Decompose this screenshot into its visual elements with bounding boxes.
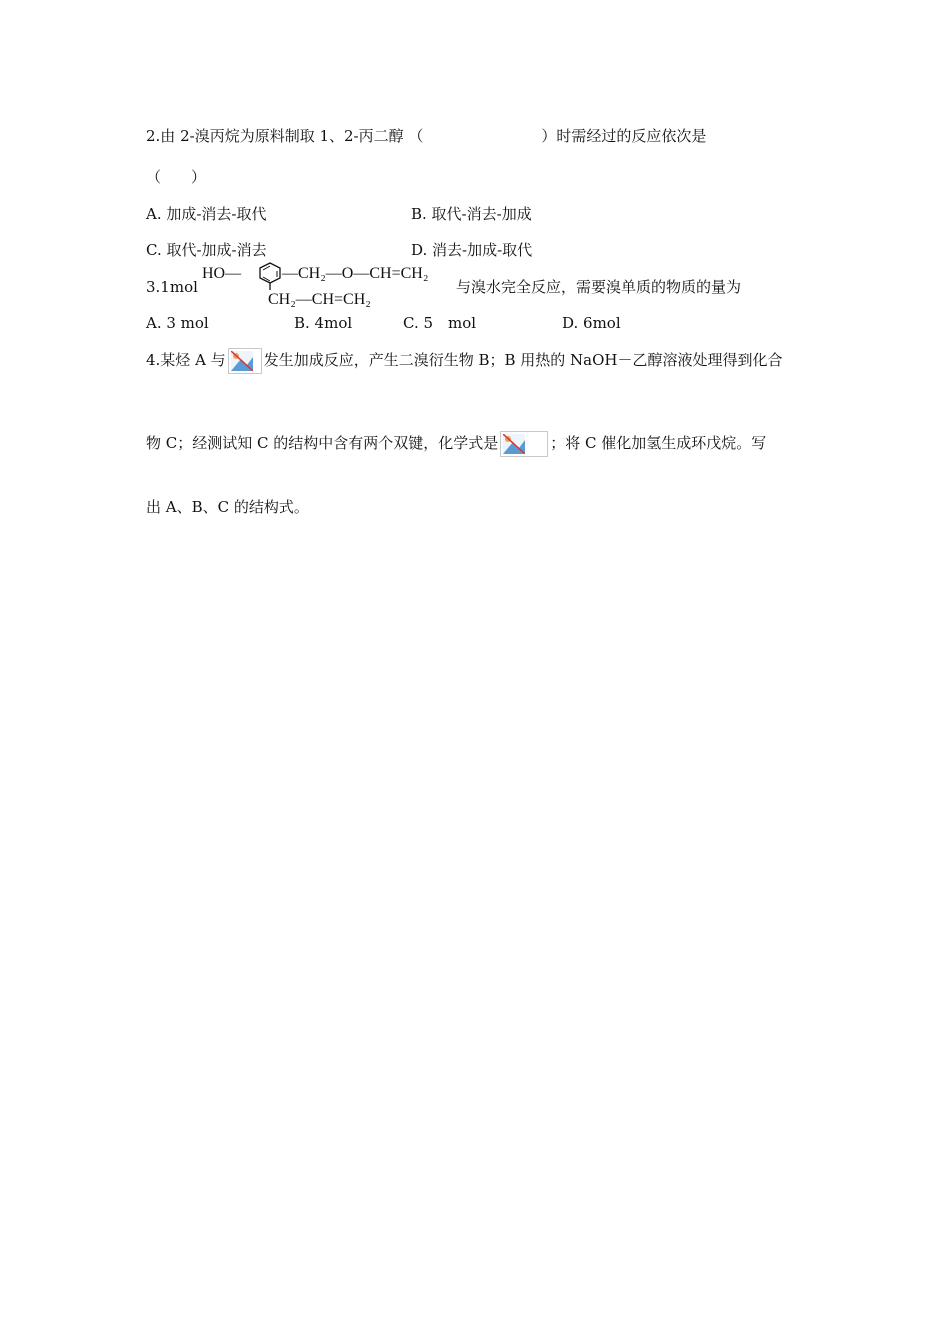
q4-line1-after: 发生加成反应，产生二溴衍生物 B；B 用热的 NaOH－乙醇溶液处理得到化合	[263, 351, 783, 369]
q2-text-before: 2.由 2-溴丙烷为原料制取 1、2-丙二醇 （	[146, 127, 424, 145]
q3-option-d: D. 6mol	[562, 314, 621, 332]
formula-ho: HO—	[202, 265, 242, 282]
q3-option-c: C. 5 mol	[403, 314, 477, 332]
q4-line2	[146, 431, 766, 457]
q4-line2-before: 物 C；经测试知 C 的结构中含有两个双键，化学式是	[146, 434, 499, 452]
formula-chain: —CH₂—O—CH=CH₂	[282, 265, 429, 282]
q2-option-b: B. 取代-消去-加成	[411, 205, 532, 223]
q2-answer-blank: （ ）	[146, 168, 207, 186]
q3-option-a: A. 3 mol	[146, 314, 209, 332]
q3-prefix: 3.1mol	[146, 278, 198, 296]
benzene-ring-diagram	[202, 262, 454, 308]
q4-line2-after: ；将 C 催化加氢生成环戊烷。写	[550, 434, 767, 452]
broken-image-icon	[500, 431, 548, 457]
q2-option-c: C. 取代-加成-消去	[146, 241, 267, 259]
q4-line3: 出 A、B、C 的结构式。	[146, 498, 309, 516]
q2-option-a: A. 加成-消去-取代	[146, 205, 267, 223]
q2-line1	[146, 126, 706, 146]
q2-text-after: ）时需经过的反应依次是	[541, 127, 707, 145]
q4-line1	[146, 348, 783, 374]
q3-suffix: 与溴水完全反应，需要溴单质的物质的量为	[456, 278, 742, 296]
q2-option-d: D. 消去-加成-取代	[411, 241, 533, 259]
formula-substituent: CH₂—CH=CH₂	[268, 291, 371, 308]
q4-line1-before: 4.某烃 A 与	[146, 351, 226, 369]
structural-formula	[202, 262, 454, 312]
broken-image-icon	[228, 348, 262, 374]
q3-option-b: B. 4mol	[294, 314, 353, 332]
